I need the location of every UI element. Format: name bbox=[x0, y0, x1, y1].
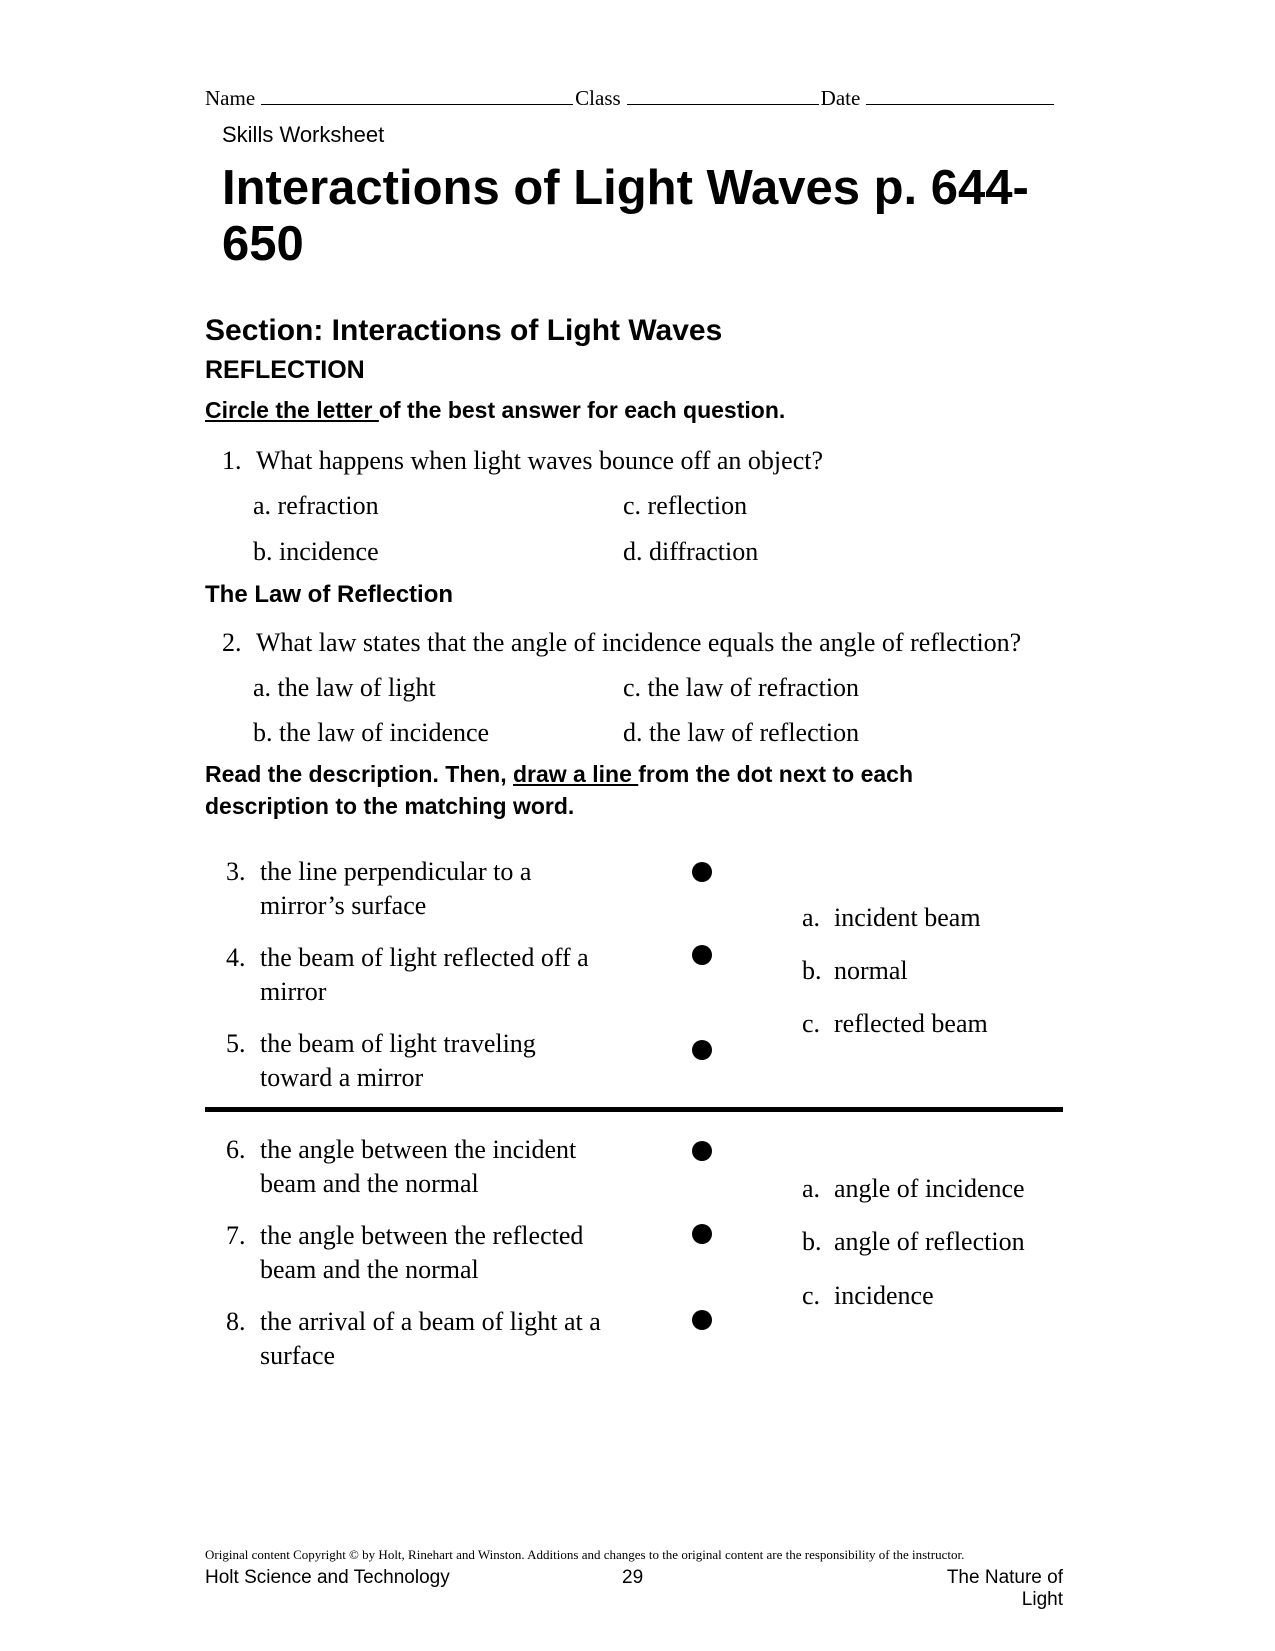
class-label: Class bbox=[575, 86, 621, 110]
item-line2: mirror bbox=[260, 977, 327, 1006]
question-text: What happens when light waves bounce off an object? bbox=[256, 446, 823, 475]
instruction-after: from the dot next to each description to the matching word. bbox=[205, 761, 913, 819]
reflection-heading: REFLECTION bbox=[205, 356, 365, 384]
q2-option-d[interactable]: d. the law of reflection bbox=[623, 718, 860, 747]
match-answer-c[interactable] bbox=[802, 1009, 988, 1039]
answer-text: angle of incidence bbox=[834, 1174, 1025, 1203]
page-title: Interactions of Light Waves p. 644-650 bbox=[222, 161, 1029, 271]
match-answer-c[interactable] bbox=[802, 1281, 934, 1311]
student-info-header bbox=[205, 86, 1065, 111]
answer-letter: b. bbox=[802, 956, 822, 985]
answer-letter: a. bbox=[802, 1174, 821, 1203]
item-number: 4. bbox=[226, 943, 246, 972]
q2-option-a[interactable]: a. the law of light bbox=[253, 673, 436, 702]
answer-letter: c. bbox=[802, 1281, 821, 1310]
name-label: Name bbox=[205, 86, 256, 110]
item-line2: surface bbox=[260, 1341, 336, 1370]
question-text: What law states that the angle of incidence equals the angle of reflection? bbox=[256, 628, 1022, 657]
question-number: 1. bbox=[222, 446, 242, 475]
instruction-circle bbox=[205, 394, 785, 426]
match-dot-8[interactable] bbox=[692, 1310, 712, 1330]
q1-option-b[interactable]: b. incidence bbox=[253, 537, 379, 566]
instruction-before: Read the description. Then, bbox=[205, 761, 513, 787]
instruction-underlined: draw a line bbox=[512, 761, 639, 787]
item-line1: the line perpendicular to a bbox=[260, 857, 532, 886]
date-blank[interactable] bbox=[866, 86, 1054, 105]
item-line1: the beam of light traveling bbox=[260, 1029, 536, 1058]
q1-option-c[interactable]: c. reflection bbox=[623, 491, 748, 520]
q2-option-c[interactable]: c. the law of refraction bbox=[623, 673, 860, 702]
instruction-underlined: Circle the letter bbox=[205, 397, 379, 423]
question-number: 2. bbox=[222, 628, 242, 657]
answer-text: reflected beam bbox=[834, 1009, 988, 1038]
item-number: 6. bbox=[226, 1135, 246, 1164]
match-answer-a[interactable] bbox=[802, 903, 981, 933]
class-blank[interactable] bbox=[627, 86, 819, 105]
item-number: 8. bbox=[226, 1307, 246, 1336]
section-heading: Section: Interactions of Light Waves bbox=[205, 314, 723, 347]
name-blank[interactable] bbox=[261, 86, 573, 105]
answer-letter: a. bbox=[802, 903, 821, 932]
item-number: 5. bbox=[226, 1029, 246, 1058]
match-dot-4[interactable] bbox=[692, 945, 712, 965]
footer-publisher: Holt Science and Technology bbox=[205, 1567, 450, 1588]
question-2 bbox=[222, 628, 1021, 658]
section-divider bbox=[205, 1107, 1063, 1112]
item-line1: the angle between the incident bbox=[260, 1135, 577, 1164]
item-line1: the beam of light reflected off a bbox=[260, 943, 589, 972]
worksheet-type: Skills Worksheet bbox=[222, 122, 385, 147]
q1-option-a[interactable]: a. refraction bbox=[253, 491, 379, 520]
match-dot-7[interactable] bbox=[692, 1224, 712, 1244]
match-answer-b[interactable] bbox=[802, 956, 908, 986]
q1-option-d[interactable]: d. diffraction bbox=[623, 537, 759, 566]
answer-text: incident beam bbox=[834, 903, 981, 932]
match-dot-6[interactable] bbox=[692, 1141, 712, 1161]
answer-letter: b. bbox=[802, 1227, 822, 1256]
match-dot-5[interactable] bbox=[692, 1040, 712, 1060]
item-line2: mirror’s surface bbox=[260, 891, 427, 920]
item-line1: the arrival of a beam of light at a bbox=[260, 1307, 601, 1336]
item-line2: beam and the normal bbox=[260, 1255, 479, 1284]
copyright-notice: Original content Copyright © by Holt, Rinehart and Winston. Additions and changes to the original content are the responsibility of the instructor. bbox=[205, 1547, 965, 1562]
instruction-rest: of the best answer for each question. bbox=[378, 397, 786, 423]
answer-text: normal bbox=[834, 956, 908, 985]
page-number: 29 bbox=[622, 1567, 644, 1588]
date-label: Date bbox=[820, 86, 861, 110]
answer-text: angle of reflection bbox=[834, 1227, 1025, 1256]
item-line2: toward a mirror bbox=[260, 1063, 424, 1092]
item-number: 3. bbox=[226, 857, 246, 886]
item-number: 7. bbox=[226, 1221, 246, 1250]
match-answer-b[interactable] bbox=[802, 1227, 1025, 1257]
question-1 bbox=[222, 446, 823, 476]
q2-option-b[interactable]: b. the law of incidence bbox=[253, 718, 490, 747]
footer-chapter: The Nature of Light bbox=[946, 1567, 1063, 1610]
item-line2: beam and the normal bbox=[260, 1169, 479, 1198]
answer-letter: c. bbox=[802, 1009, 821, 1038]
match-answer-a[interactable] bbox=[802, 1174, 1025, 1204]
item-line1: the angle between the reflected bbox=[260, 1221, 584, 1250]
answer-text: incidence bbox=[834, 1281, 934, 1310]
law-heading: The Law of Reflection bbox=[205, 581, 454, 608]
match-dot-3[interactable] bbox=[692, 862, 712, 882]
instruction-draw-line bbox=[205, 758, 965, 822]
